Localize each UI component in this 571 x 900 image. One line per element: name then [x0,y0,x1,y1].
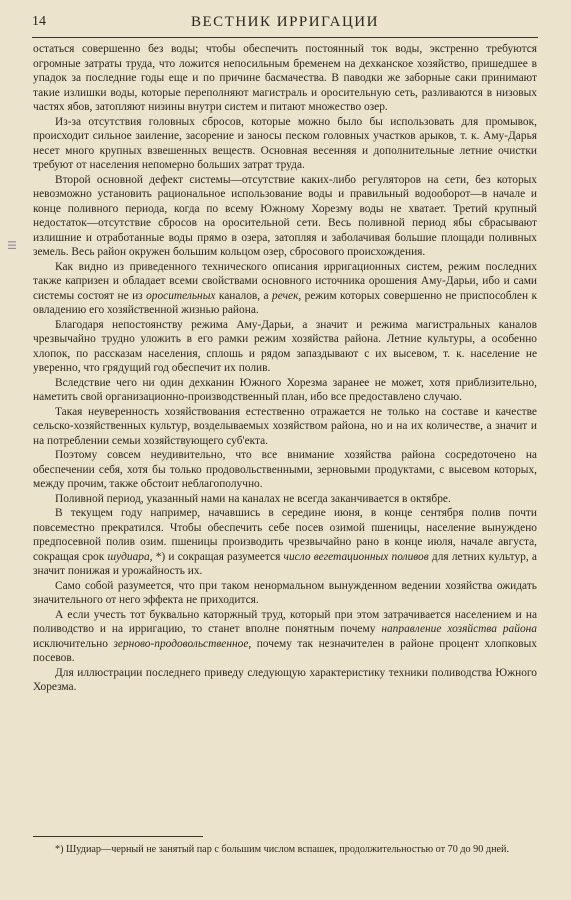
paragraph-text: *) и сокращая разумеется [152,550,284,563]
paragraph [33,405,537,449]
paragraph [33,42,537,115]
paragraph-text: режим которых совершенно не приспособлен к овладению его хозяйственной жизнью района. [33,289,537,316]
paragraph [33,173,537,260]
emphasis-text: речек, [272,289,302,302]
paragraph [33,579,537,608]
paragraph-text: для летних культур, а значит понижая и урожайность их. [33,550,537,577]
footnote: *) Шудиар—черный не занятый пар с большим числом вспашек, продолжительностью от 70 до 90 дней. [55,844,510,855]
paragraph [33,506,537,579]
paragraph [33,115,537,173]
paragraph-text: почему так незначителен в районе процент хлопковых посевов. [33,637,537,664]
paragraph-text: Благодаря непостоянству режима Аму-Дарьи, а значит и режима магистральных каналов чрезвычайно трудно уложить в его рамки режим хозяйства района. Летние культуры, а особенно хлопок, по рассказам населения, сплошь и рядом запаздывают с их высевом, т. к. население не уверенно, что грядущий год обеспечит их полив. [33,318,537,374]
paragraph-text: А если учесть тот буквально каторжный труд, который при этом затрачивается населением и на поливодство и на ирригацию, то станет вполне понятным почему [33,608,537,635]
footnote-rule [33,836,203,837]
journal-title: ВЕСТНИК ИРРИГАЦИИ [191,14,379,30]
emphasis-text: число вегетационных поливов [283,550,429,563]
emphasis-text: зерново-продовольственное, [113,637,252,650]
emphasis-text: оросительных [146,289,216,302]
paragraph-text: каналов, а [215,289,272,302]
paragraph [33,318,537,376]
paragraph [33,448,537,492]
header-rule [32,37,538,38]
paragraph [33,376,537,405]
paragraph-text: Поливной период, указанный нами на каналах не всегда заканчивается в октябре. [55,492,451,505]
paragraph [33,666,537,695]
paragraph-text: исключительно [33,637,114,650]
paragraph-text: Для иллюстрации последнего приведу следующую характеристику техники поливодства Южного Хорезма. [33,666,537,693]
emphasis-text: направление хозяйства района [381,623,537,635]
paragraph [33,492,537,507]
paragraph-text: Вследствие чего ни один дехканин Южного Хорезма заранее не может, хотя приблизительно, наметить свой организационно-производственный план, ибо все предоставлено случаю. [33,376,537,403]
paragraph [33,608,537,666]
body-text [33,42,537,695]
paragraph-text: В текущем году например, начавшись в середине июня, в конце сентября полив почти повсеместно прекратился. Чтобы обеспечить себе посев озимой пшеницы, население вынуждено предпосевной полив озим. пшеницы производить чрезвычайно рано в конце июля, начале августа, сокращая срок [33,507,537,563]
paragraph-text: Такая неуверенность хозяйствования естественно отражается не только на составе и качестве сельско-хозяйственных культур, возделываемых хозяйством района, но и на их количестве, а значит и на потреблении семьи хозяйствующего суб'екта. [33,405,537,447]
paragraph-text: Поэтому совсем неудивительно, что все внимание хозяйства района сосредоточено на обеспечении себя, хотя бы только продовольственными, зерновыми продуктами, с высевом которых, между прочим, также обстоит неблагополучно. [33,449,537,490]
page-number: 14 [32,14,46,29]
paragraph [33,260,537,318]
page-header [32,12,538,36]
paragraph-text: Как видно из приведенного технического описания ирригационных систем, режим последних также капризен и обладает всеми свойствами основного источника орошения Аму-Дарьи, ибо и сами системы состоят не из [33,260,537,302]
margin-note: III [6,240,19,250]
paragraph-text: Само собой разумеется, что при таком ненормальном вынужденном ведении хозяйства ожидать значительного от него эффекта не приходится. [33,579,537,606]
paragraph-text: остаться совершенно без воды; чтобы обеспечить постоянный ток воды, экстренно требуются огромные затраты труда, что ложится непосильным бременем на дехканское хозяйство, пришедшее в упадок за последние годы еще и по причине басмачества. В паводки же заборные саки принимают такие излишки воды, которые переполняют магистраль и оросительную сеть, разливаются в низовых частях ябов, затопляют низины внутри систем и питают множество озер. [33,43,537,113]
paragraph-text: Второй основной дефект системы—отсутствие каких-либо регуляторов на сети, без которых невозможно установить рациональное использование воды и правильный водооборот—в начале и конце поливного периода, когда по всему Южному Хорезму воды не хватает. Третий крупный недостаток—отсутствие сбросов на оросительной сети. Весь поливной период ябы сбрасывают излишние и отработанные воды прямо в озера, затопляя и заболачивая большие площади поливных земель. Весь район окружен большим кольцом озер, сбросового происхождения. [33,173,537,258]
paragraph-text: Из-за отсутствия головных сбросов, которые можно было бы использовать для промывок, происходит сильное заиление, засорение и заносы песком головных участков арыков, т. к. Аму-Дарья несет много крупных взвешенных веществ. Основная весенняя и дополнительные летние очистки требуют от населения непомерно больших затрат труда. [33,115,537,171]
emphasis-text: шудиара, [107,550,153,563]
